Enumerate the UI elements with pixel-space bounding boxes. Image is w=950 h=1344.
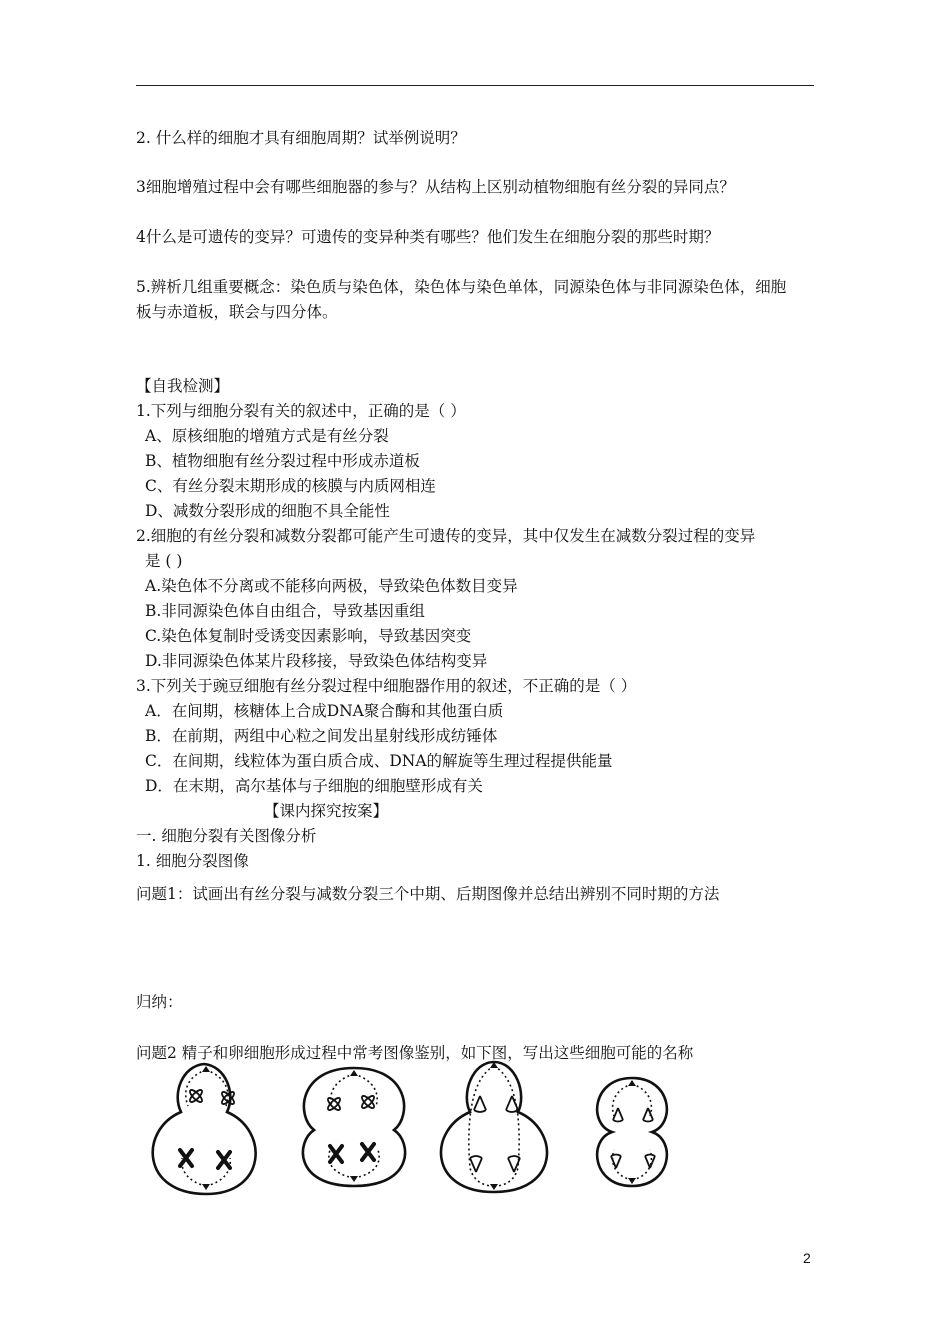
subsection-1-title: 1. 细胞分裂图像: [136, 852, 249, 870]
question-5-line2: 板与赤道板，联会与四分体。: [136, 303, 338, 321]
problem-1: 问题1：试画出有丝分裂与减数分裂三个中期、后期图像并总结出辨别不同时期的方法: [136, 885, 720, 903]
problem-2: 问题2 精子和卵细胞形成过程中常考图像鉴别，如下图，写出这些细胞可能的名称: [136, 1044, 694, 1062]
page-number: 2: [803, 1250, 811, 1266]
cell-4-membrane: [597, 1078, 667, 1186]
cell-3-membrane: [441, 1062, 547, 1192]
question-3: 3细胞增殖过程中会有哪些细胞器的参与？从结构上区别动植物细胞有丝分裂的异同点？: [136, 178, 735, 196]
mcq-3-option-a: A．在间期，核糖体上合成DNA聚合酶和其他蛋白质: [145, 702, 504, 720]
question-4: 4什么是可遗传的变异？可遗传的变异种类有哪些？他们发生在细胞分裂的那些时期？: [136, 228, 720, 246]
mcq-2-stem: 2.细胞的有丝分裂和减数分裂都可能产生可遗传的变异，其中仅发生在减数分裂过程的变异: [136, 527, 756, 545]
mcq-1-stem: 1.下列与细胞分裂有关的叙述中，正确的是（ ）: [136, 402, 466, 420]
mcq-2-stem-line2: 是 ( ): [145, 552, 183, 570]
mcq-3-option-d: D．在末期，高尔基体与子细胞的细胞壁形成有关: [145, 777, 483, 795]
summary-label: 归纳：: [136, 993, 183, 1011]
mcq-1-option-c: C、有丝分裂末期形成的核膜与内质网相连: [145, 477, 436, 495]
mcq-2-option-c: C.染色体复制时受诱变因素影响，导致基因突变: [145, 627, 472, 645]
header-rule: [136, 85, 814, 86]
mcq-3-stem: 3.下列关于豌豆细胞有丝分裂过程中细胞器作用的叙述，不正确的是（ ）: [136, 677, 637, 695]
mcq-1-option-a: A、原核细胞的增殖方式是有丝分裂: [145, 427, 389, 445]
mcq-2-option-d: D.非同源染色体某片段移接，导致染色体结构变异: [145, 652, 488, 670]
mcq-1-option-d: D、减数分裂形成的细胞不具全能性: [145, 502, 390, 520]
mcq-3-option-b: B．在前期，两组中心粒之间发出星射线形成纺锤体: [145, 727, 498, 745]
cell-2-membrane: [303, 1068, 405, 1186]
section-1-title: 一. 细胞分裂有关图像分析: [136, 827, 317, 845]
cell-division-figures: [136, 1058, 696, 1200]
cell-1-membrane: [153, 1064, 256, 1194]
mcq-2-option-b: B.非同源染色体自由组合，导致基因重组: [145, 602, 425, 620]
inquiry-heading: 【课内探究按案】: [264, 802, 389, 820]
mcq-1-option-b: B、植物细胞有丝分裂过程中形成赤道板: [145, 452, 420, 470]
mcq-3-option-c: C．在间期，线粒体为蛋白质合成、DNA的解旋等生理过程提供能量: [145, 752, 613, 770]
self-test-heading: 【自我检测】: [136, 377, 230, 395]
question-2: 2. 什么样的细胞才具有细胞周期？试举例说明？: [136, 129, 466, 147]
question-5-line1: 5.辨析几组重要概念：染色质与染色体，染色体与染色单体，同源染色体与非同源染色体，细胞: [136, 278, 787, 296]
mcq-2-option-a: A.染色体不分离或不能移向两极，导致染色体数目变异: [145, 577, 518, 595]
